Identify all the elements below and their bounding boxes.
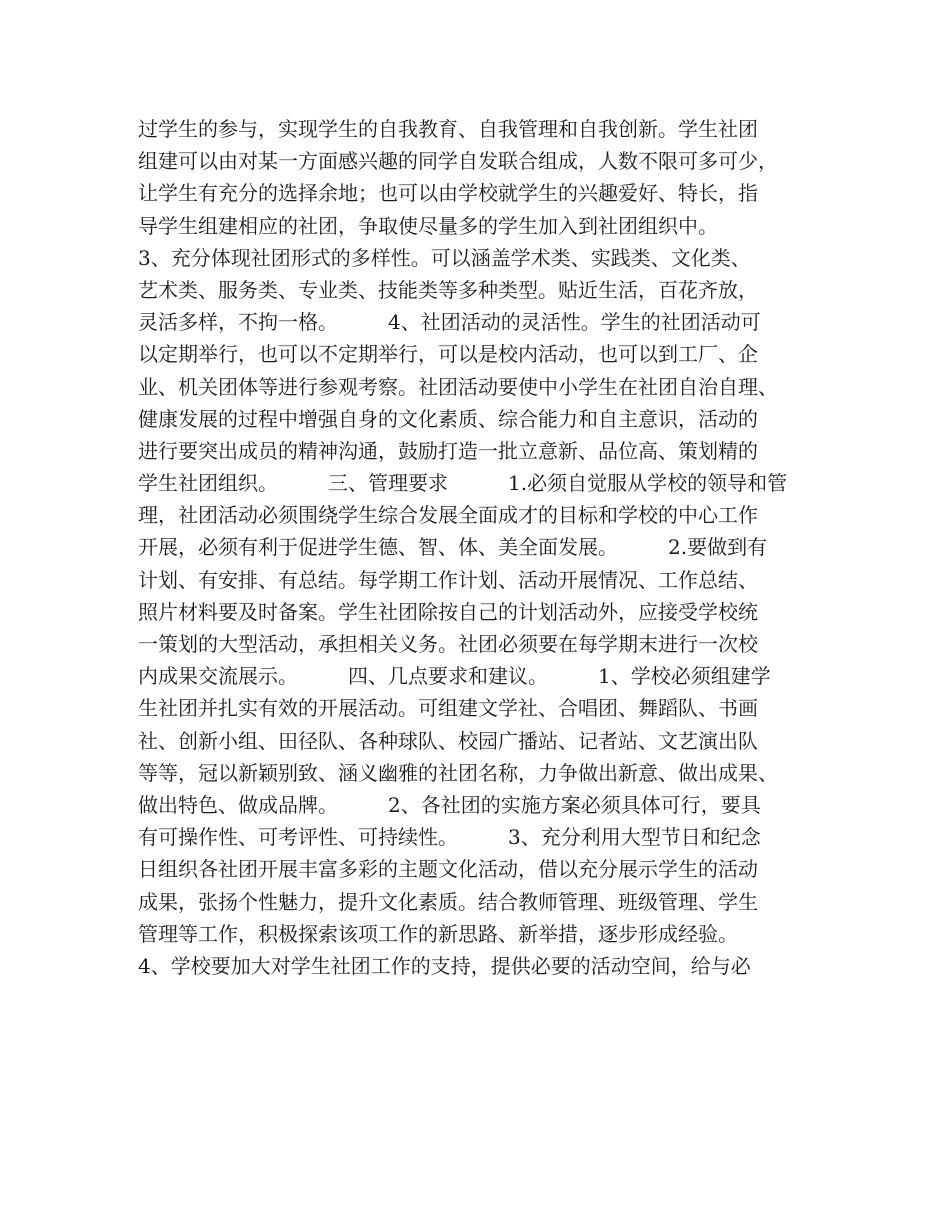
text-line: 有可操作性、可考评性、可持续性。 3、充分利用大型节日和纪念	[138, 825, 761, 850]
text-line: 生社团并扎实有效的开展活动。可组建文学社、合唱团、舞蹈队、书画	[138, 696, 758, 721]
text-line: 日组织各社团开展丰富多彩的主题文化活动，借以充分展示学生的活动	[138, 857, 758, 882]
text-line: 让学生有充分的选择余地；也可以由学校就学生的兴趣爱好、特长，指	[138, 181, 758, 206]
text-line: 健康发展的过程中增强自身的文化素质、综合能力和自主意识，活动的	[138, 406, 758, 431]
text-line: 内成果交流展示。 四、几点要求和建议。 1、学校必须组建学	[138, 664, 771, 689]
body-text	[138, 113, 818, 982]
text-line: 做出特色、做成品牌。 2、各社团的实施方案必须具体可行，要具	[138, 792, 761, 817]
text-line: 理，社团活动必须围绕学生综合发展全面成才的目标和学校的中心工作	[138, 503, 758, 528]
text-line: 等等，冠以新颖别致、涵义幽雅的社团名称，力争做出新意、做出成果、	[138, 760, 778, 785]
text-line: 以定期举行，也可以不定期举行，可以是校内活动，也可以到工厂、企	[138, 342, 758, 367]
text-line: 进行要突出成员的精神沟通，鼓励打造一批立意新、品位高、策划精的	[138, 438, 758, 463]
text-line: 导学生组建相应的社团，争取使尽量多的学生加入到社团组织中。	[138, 213, 718, 238]
text-line: 管理等工作，积极探索该项工作的新思路、新举措，逐步形成经验。	[138, 921, 738, 946]
text-line: 过学生的参与，实现学生的自我教育、自我管理和自我创新。学生社团	[138, 117, 758, 141]
text-line: 计划、有安排、有总结。每学期工作计划、活动开展情况、工作总结、	[138, 567, 758, 592]
text-line: 艺术类、服务类、专业类、技能类等多种类型。贴近生活，百花齐放，	[138, 277, 758, 302]
text-line: 成果，张扬个性魅力，提升文化素质。结合教师管理、班级管理、学生	[138, 889, 758, 914]
text-line: 组建可以由对某一方面感兴趣的同学自发联合组成，人数不限可多可少，	[138, 149, 778, 174]
text-line: 3、充分体现社团形式的多样性。可以涵盖学术类、实践类、文化类、	[138, 245, 751, 270]
text-line: 一策划的大型活动，承担相关义务。社团必须要在每学期末进行一次校	[138, 632, 758, 656]
text-line: 照片材料要及时备案。学生社团除按自己的计划活动外，应接受学校统	[138, 599, 758, 624]
text-line: 开展，必须有利于促进学生德、智、体、美全面发展。 2.要做到有	[138, 535, 768, 560]
text-line: 社、创新小组、田径队、各种球队、校园广播站、记者站、文艺演出队	[138, 728, 758, 753]
text-line: 业、机关团体等进行参观考察。社团活动要使中小学生在社团自治自理、	[138, 374, 778, 399]
text-line: 4、学校要加大对学生社团工作的支持，提供必要的活动空间，给与必	[138, 953, 751, 978]
text-line: 学生社团组织。 三、管理要求 1.必须自觉服从学校的领导和管	[138, 471, 788, 496]
text-line: 灵活多样，不拘一格。 4、社团活动的灵活性。学生的社团活动可	[138, 310, 761, 335]
